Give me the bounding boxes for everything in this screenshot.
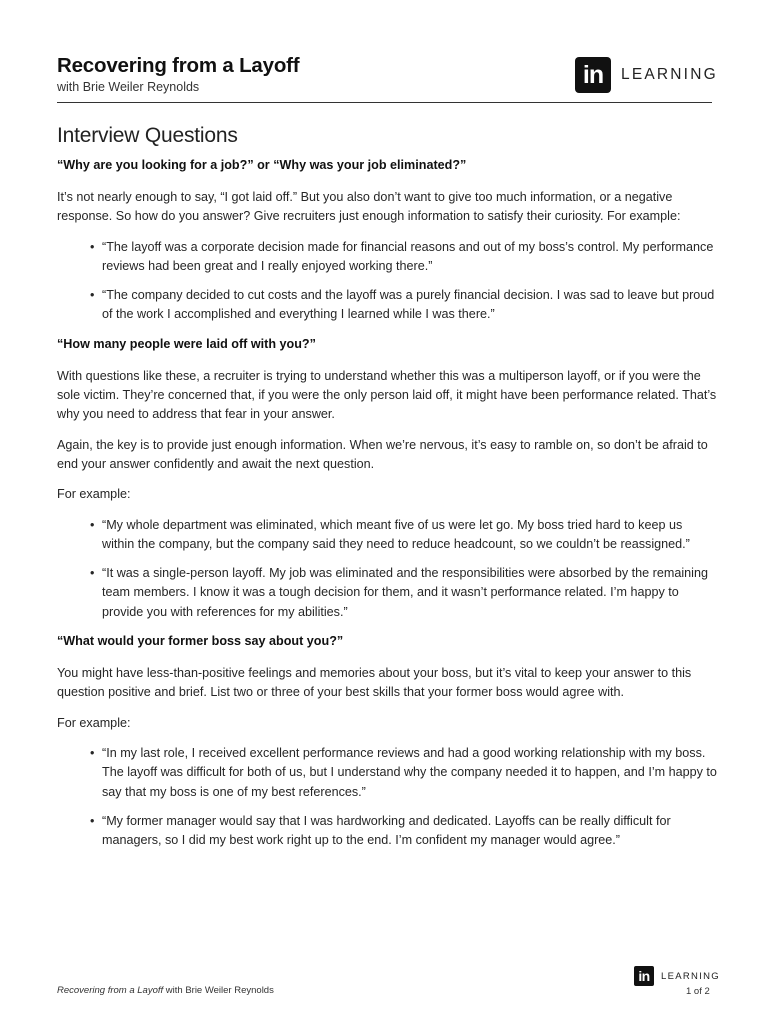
- list-item-text: “My former manager would say that I was hardworking and dedicated. Layoffs can be really difficult for managers, so I did my best work right up to the end. I’m confident my manager would agree.”: [102, 813, 671, 848]
- footer-linkedin-learning-logo: [634, 966, 720, 986]
- list-item: [57, 744, 717, 802]
- list-item: [57, 564, 717, 622]
- document-title: Recovering from a Layoff: [57, 54, 300, 77]
- bullet-list: [57, 744, 717, 850]
- brand-wordmark: LEARNING: [621, 66, 718, 83]
- question-heading: “What would your former boss say about you?”: [57, 634, 344, 649]
- document-body: [57, 124, 717, 860]
- footer-course-title: Recovering from a Layoff: [57, 985, 164, 996]
- section-heading: Interview Questions: [57, 124, 238, 147]
- bullet-icon: •: [90, 517, 95, 532]
- list-item: [57, 516, 717, 555]
- list-item: [57, 238, 717, 277]
- list-item: [57, 812, 717, 851]
- footer-course-credit: [57, 985, 274, 996]
- question-heading: “How many people were laid off with you?”: [57, 336, 316, 351]
- linkedin-learning-logo: [575, 57, 718, 93]
- paragraph: It’s not nearly enough to say, “I got laid off.” But you also don’t want to give too much information, or a negative response. So how do you answer? Give recruiters just enough information to satisfy their curiosity. For example:: [57, 190, 681, 224]
- list-item: [57, 286, 717, 325]
- bullet-icon: •: [90, 813, 95, 828]
- paragraph: Again, the key is to provide just enough information. When we’re nervous, it’s easy to ramble on, so don’t be afraid to end your answer confidently and await the next question.: [57, 437, 708, 471]
- bullet-icon: •: [90, 288, 95, 303]
- example-label: For example:: [57, 715, 131, 730]
- footer-course-author: with Brie Weiler Reynolds: [163, 985, 274, 996]
- bullet-icon: •: [90, 566, 95, 581]
- list-item-text: “In my last role, I received excellent performance reviews and had a good working relationship with my boss. The layoff was difficult for both of us, but I understand why the company needed it to happen, and I’m happy to say that my boss is one of my best references.”: [102, 745, 717, 799]
- linkedin-in-icon: in: [634, 966, 654, 986]
- list-item-text: “The layoff was a corporate decision made for financial reasons and out of my boss’s control. My performance reviews had been great and I really enjoyed working there.”: [102, 239, 714, 273]
- list-item-text: “It was a single-person layoff. My job was eliminated and the responsibilities were absorbed by the remaining team members. I know it was a tough decision for them, and it wasn’t performance related. I’m happy to provide you with references for my abilities.”: [102, 566, 708, 619]
- document-subtitle: with Brie Weiler Reynolds: [57, 80, 200, 94]
- paragraph: You might have less-than-positive feelings and memories about your boss, but it’s vital to keep your answer to this question positive and brief. List two or three of your best skills that your former boss would agree with.: [57, 666, 692, 700]
- example-label: For example:: [57, 487, 131, 502]
- bullet-list: [57, 238, 717, 325]
- paragraph: With questions like these, a recruiter is trying to understand whether this was a multiperson layoff, or if you were the sole victim. They’re concerned that, if you were the only person laid off, it might have been performance related. That’s why you need to address that fear in your answer.: [57, 368, 717, 422]
- linkedin-in-icon: in: [575, 57, 611, 93]
- list-item-text: “My whole department was eliminated, which meant five of us were let go. My boss tried hard to keep us within the company, but the company said they need to reduce headcount, so we couldn’t be reassigned.”: [102, 517, 690, 551]
- question-heading: “Why are you looking for a job?” or “Why was your job eliminated?”: [57, 158, 467, 172]
- list-item-text: “The company decided to cut costs and the layoff was a purely financial decision. I was sad to leave but proud of the work I accomplished and everything I learned while I was there.”: [102, 288, 715, 322]
- page-number: 1 of 2: [686, 986, 710, 997]
- bullet-icon: •: [90, 745, 95, 760]
- bullet-list: [57, 516, 717, 622]
- bullet-icon: •: [90, 239, 95, 254]
- footer-brand-wordmark: LEARNING: [661, 970, 720, 982]
- header-divider: [57, 102, 712, 103]
